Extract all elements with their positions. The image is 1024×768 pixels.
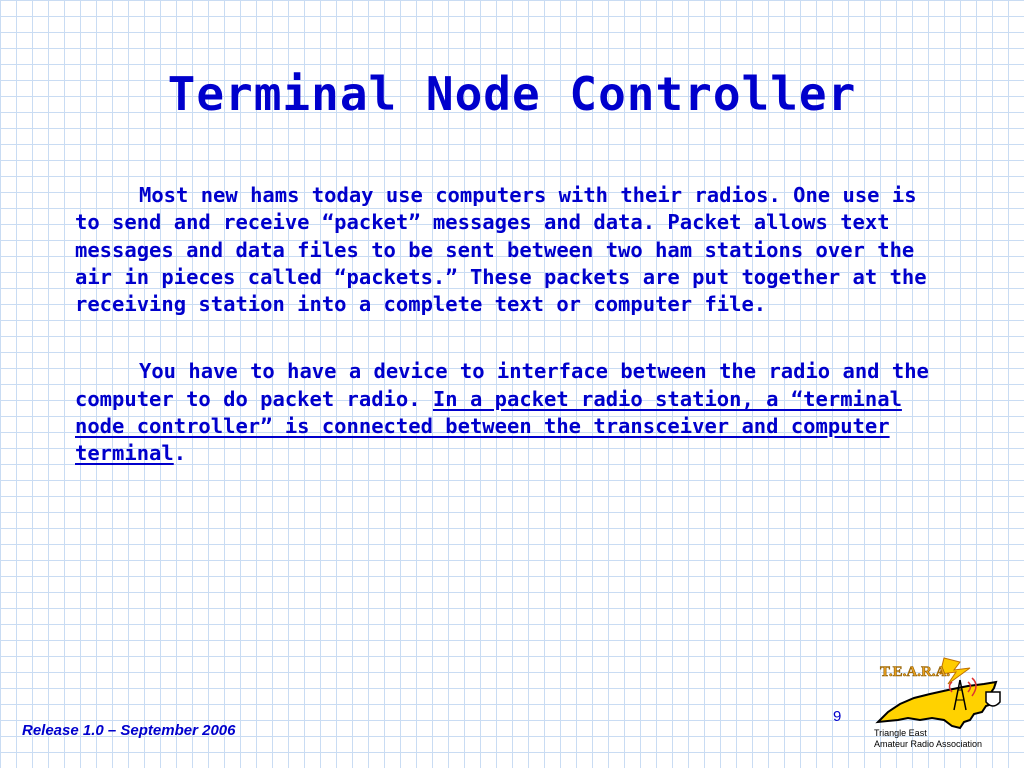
north-carolina-map-icon (878, 682, 996, 728)
logo-acronym-text: T.E.A.R.A. (880, 664, 951, 680)
teara-logo (874, 656, 1010, 756)
paragraph-tnc (75, 358, 945, 467)
paragraph-tnc-underlined-text: In a packet radio station, a “terminal node controller” is connected between the transceiver and computer terminal (75, 386, 902, 466)
slide-title: Terminal Node Controller (167, 67, 857, 121)
paragraph-tnc-text: You have to have a device to interface between the radio and the computer to do packet radio. (75, 359, 929, 411)
paragraph-packet-intro: Most new hams today use computers with their radios. One use is to send and receive “packet” messages and data. Packet allows text messages and data files to be sent between two ham stations over the air in pieces called “packets.” These packets are put together at the receiving station into a complete text or computer file. (75, 183, 927, 317)
page-number: 9 (833, 708, 842, 725)
teara-logo-graphic (874, 656, 1010, 730)
shield-icon (986, 692, 1000, 706)
release-footer: Release 1.0 – September 2006 (22, 722, 236, 739)
logo-caption-line-2: Amateur Radio Association (874, 739, 983, 749)
logo-caption (874, 728, 1010, 750)
paragraph-tnc-period: . (173, 441, 187, 466)
logo-caption-line-1: Triangle East (874, 728, 927, 738)
slide-body (75, 182, 945, 508)
